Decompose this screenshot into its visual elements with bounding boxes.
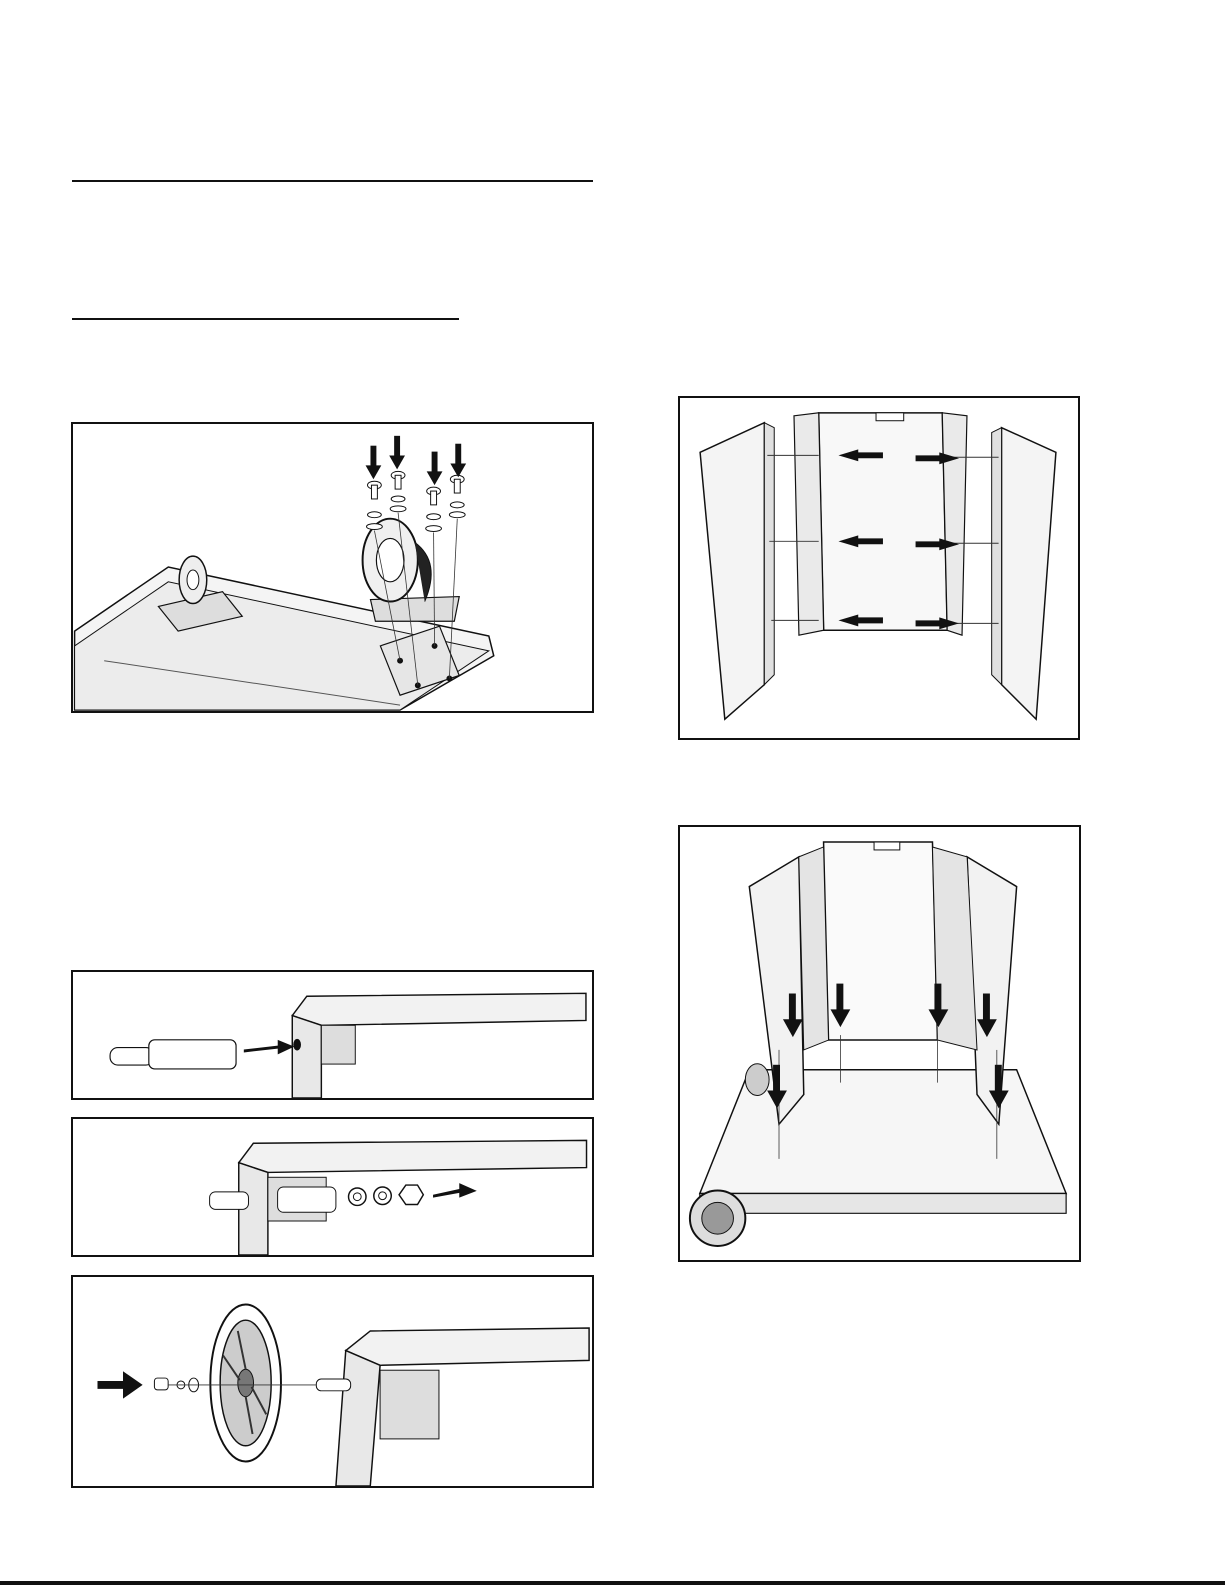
figure-side-panels-attach (678, 396, 1080, 740)
figure-axle-fasten (71, 1117, 594, 1257)
figure-caster-install (71, 422, 594, 713)
figure-wheel-mount (71, 1275, 594, 1488)
figure-cabinet-to-base (678, 825, 1081, 1262)
caster-install-illustration (73, 424, 592, 711)
section-divider-2 (72, 318, 459, 320)
side-panels-illustration (680, 398, 1078, 738)
figure-axle-insert (71, 970, 594, 1100)
wheel-mount-illustration (73, 1277, 592, 1486)
page-bottom-rule (0, 1581, 1225, 1585)
axle-insert-illustration (73, 972, 592, 1098)
cabinet-to-base-illustration (680, 827, 1079, 1260)
axle-fasten-illustration (73, 1119, 592, 1255)
section-divider-1 (72, 180, 593, 182)
